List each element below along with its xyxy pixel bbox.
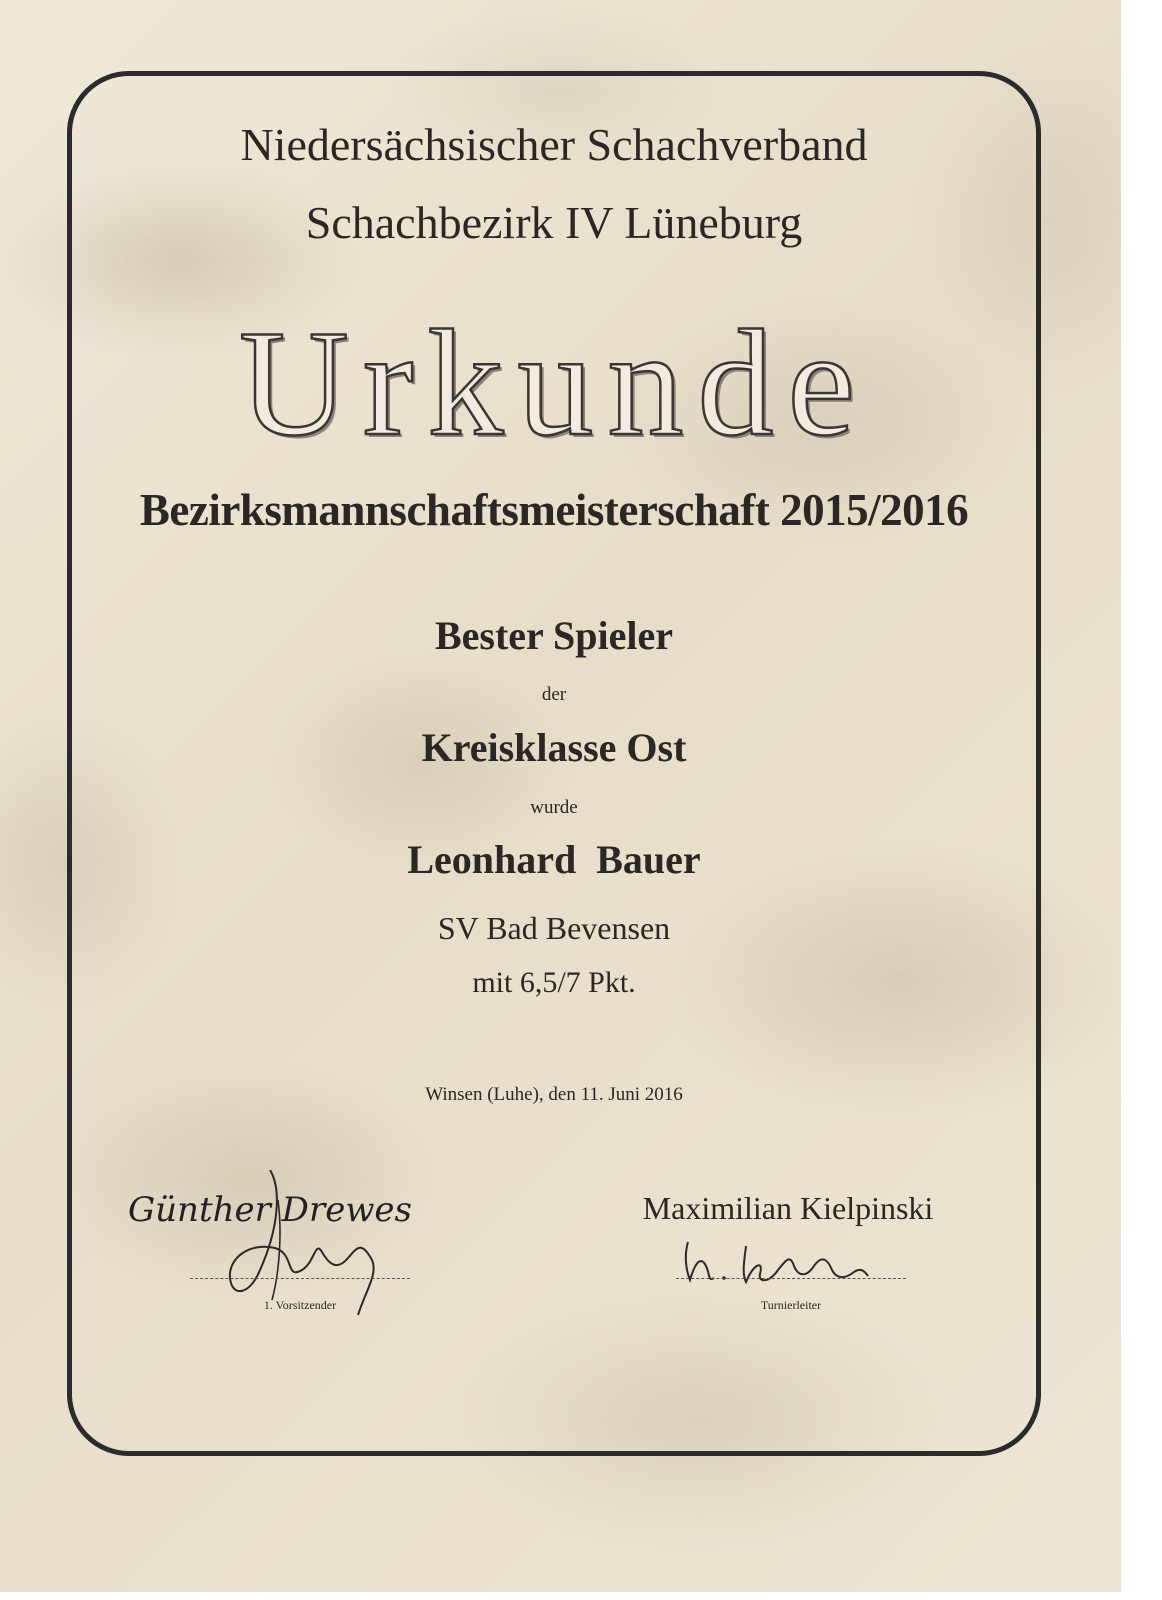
signatory-role-left: 1. Vorsitzender <box>263 1298 337 1312</box>
winner-club: SV Bad Bevensen <box>437 910 671 946</box>
signature-line-left <box>190 1278 410 1279</box>
winner-name: Leonhard Bauer <box>407 837 701 882</box>
award-title: Bester Spieler <box>434 613 674 658</box>
signatory-name-left: Günther Drewes <box>127 1190 412 1230</box>
signatory-role-right: Turnierleiter <box>760 1298 822 1312</box>
certificate-title: Urkunde <box>239 299 869 467</box>
event-title: Bezirksmannschaftsmeisterschaft 2015/2016 <box>139 485 969 535</box>
connector-wurde: wurde <box>530 797 578 818</box>
league-name: Kreisklasse Ost <box>421 725 687 770</box>
signatory-name-right: Maximilian Kielpinski <box>642 1190 934 1226</box>
signature-block-left <box>110 1170 430 1320</box>
place-and-date: Winsen (Luhe), den 11. Juni 2016 <box>425 1084 683 1105</box>
organization-heading: Niedersächsischer Schachverband <box>240 119 868 170</box>
district-heading: Schachbezirk IV Lüneburg <box>305 197 803 248</box>
signature-block-right <box>628 1170 948 1320</box>
connector-der: der <box>541 684 567 705</box>
signature-line-right <box>676 1278 906 1279</box>
winner-score: mit 6,5/7 Pkt. <box>472 966 636 999</box>
